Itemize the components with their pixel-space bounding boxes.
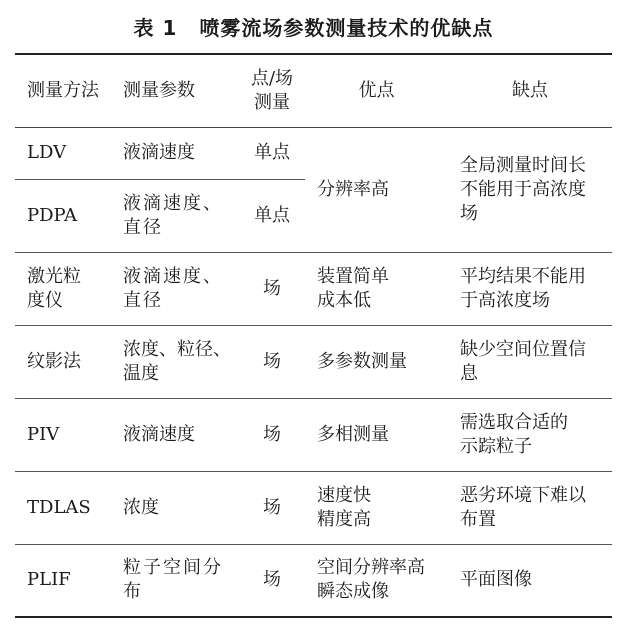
- dis-line1: 需选取合适的: [460, 411, 568, 433]
- header-row: [15, 54, 612, 127]
- cell-method: TDLAS: [15, 471, 111, 544]
- table-caption: [0, 12, 627, 41]
- cell-disadvantages: [448, 398, 612, 471]
- header-point-line2: 测量: [254, 91, 290, 113]
- method-line1: 激光粒: [27, 265, 81, 287]
- param-line2: 布: [123, 581, 143, 603]
- cell-advantages: [305, 252, 448, 325]
- dis-line2: 于高浓度场: [460, 289, 550, 311]
- header-advantages: 优点: [305, 54, 448, 127]
- param-line2: 直径: [123, 289, 163, 311]
- param-line1: 粒子空间分: [123, 557, 223, 579]
- param-line2: 直径: [123, 216, 163, 238]
- param-line1: 浓度、粒径、: [123, 338, 231, 360]
- dis-shared-line3: 场: [460, 202, 478, 224]
- method-line2: 度仪: [27, 289, 63, 311]
- table-row-tdlas: [15, 471, 612, 544]
- cell-disadvantages: [448, 252, 612, 325]
- cell-param: [111, 179, 239, 252]
- cell-method: PLIF: [15, 544, 111, 617]
- cell-method: LDV: [27, 142, 67, 163]
- cell-disadvantages: [448, 325, 612, 398]
- cell-method: 纹影法: [15, 325, 111, 398]
- cell-param: 浓度: [111, 471, 239, 544]
- dis-line2: 布置: [460, 508, 496, 530]
- cell-point: 场: [239, 252, 305, 325]
- cell-param: 液滴速度: [111, 398, 239, 471]
- dis-shared-line2: 不能用于高浓度: [460, 178, 586, 200]
- cell-param: [111, 252, 239, 325]
- cell-point: 单点: [254, 142, 290, 163]
- comparison-table: [15, 53, 612, 618]
- table-number: 表 1: [133, 16, 178, 40]
- table-row-piv: [15, 398, 612, 471]
- cell-disadvantages: 平面图像: [448, 544, 612, 617]
- cell-point: 单点: [239, 179, 305, 252]
- dis-line1: 平均结果不能用: [460, 265, 586, 287]
- cell-point: 场: [239, 544, 305, 617]
- dis-line2: 示踪粒子: [460, 435, 532, 457]
- dis-shared-line1: 全局测量时间长: [460, 154, 586, 176]
- table-row-schlieren: [15, 325, 612, 398]
- cell-method: PIV: [15, 398, 111, 471]
- table-title: 喷雾流场参数测量技术的优缺点: [199, 16, 494, 40]
- dis-line2: 息: [460, 362, 478, 384]
- table-row-laser: [15, 252, 612, 325]
- cell-advantages: 多参数测量: [305, 325, 448, 398]
- dis-line1: 缺少空间位置信: [460, 338, 586, 360]
- cell-disadvantages: [448, 471, 612, 544]
- table-row-plif: [15, 544, 612, 617]
- adv-line1: 速度快: [317, 484, 371, 506]
- header-method: 测量方法: [15, 54, 111, 127]
- param-line1: 液滴速度、: [123, 192, 223, 214]
- cell-param: [111, 325, 239, 398]
- param-line1: 液滴速度、: [123, 265, 223, 287]
- cell-param: 液滴速度: [123, 142, 195, 163]
- cell-point: 场: [239, 325, 305, 398]
- cell-method: PDPA: [15, 179, 111, 252]
- cell-param: [111, 544, 239, 617]
- cell-point: 场: [239, 398, 305, 471]
- param-line2: 温度: [123, 362, 159, 384]
- table-row-ldv: [15, 127, 612, 179]
- cell-method: [15, 252, 111, 325]
- cell-point: 场: [239, 471, 305, 544]
- adv-line2: 瞬态成像: [317, 581, 389, 603]
- cell-advantages: [305, 544, 448, 617]
- adv-line2: 精度高: [317, 508, 371, 530]
- cell-advantages: 多相测量: [305, 398, 448, 471]
- header-point-field: [239, 54, 305, 127]
- cell-advantages: [305, 471, 448, 544]
- adv-line1: 装置简单: [317, 265, 389, 287]
- header-param: 测量参数: [111, 54, 239, 127]
- cell-disadvantages-shared: [448, 127, 612, 252]
- adv-line2: 成本低: [317, 289, 371, 311]
- dis-line1: 恶劣环境下难以: [460, 484, 586, 506]
- header-disadvantages: 缺点: [448, 54, 612, 127]
- cell-advantages-shared: 分辨率高: [305, 127, 448, 252]
- adv-line1: 空间分辨率高: [317, 557, 425, 579]
- header-point-line1: 点/场: [250, 67, 294, 89]
